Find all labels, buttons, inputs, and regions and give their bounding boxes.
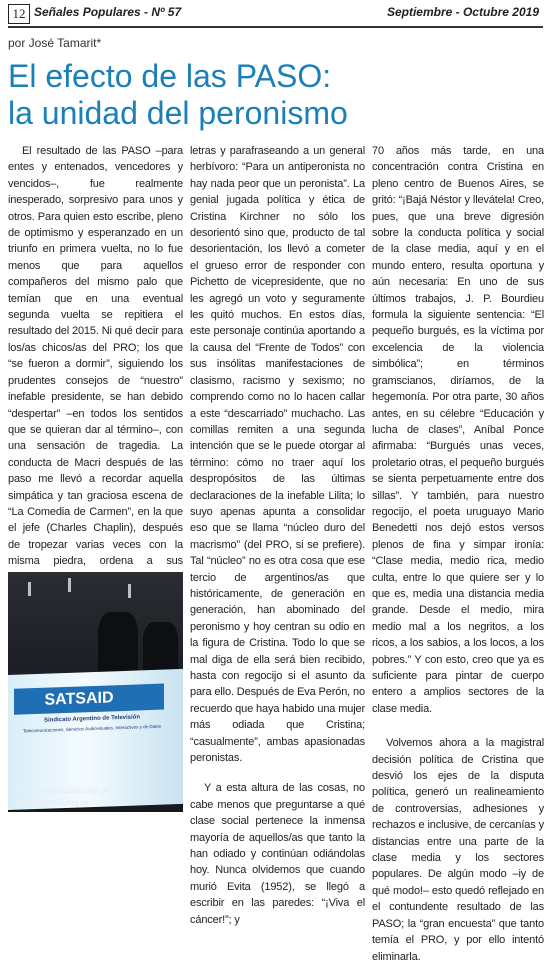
header-rule	[8, 26, 543, 28]
title-line-2: la unidad del peronismo	[8, 95, 348, 131]
issue-date: Septiembre - Octubre 2019	[386, 5, 539, 19]
page-number: 12	[8, 4, 30, 24]
title-line-1: El efecto de las PASO:	[8, 58, 332, 94]
paragraph: 70 años más tarde, en una concentración contra Cristina en pleno centro de Buenos Aires, se gritó: “¡Bajá Néstor y llevátela! Creo, pues, que una breve digresión sobre la conducta política y social de la clase media, aquí y en el mundo entero, resulta oportuna y aún necesaria: En uno de sus últimos trabajos, J. P. Bourdieu formula la siguiente sentencia: “El pequeño burgués, es la víctima por excelencia de la violencia simbólica”; en términos gramscianos, diríamos, de la hegemonía. Por otra parte, 30 años antes, en su célebre “Educación y lucha de clases”, Aníbal Ponce afirmaba: “Burgués unas veces, proletario otras, el pequeño burgués se sienta perpetuamente entre dos sillas”. Y también, para nuestro regocijo, el poeta uruguayo Mario Benedetti nos dejó estos versos plenos de fina y simpar ironía: “Clase media, medio rica, medio culta, entre lo que quiere ser y lo que es, media una distancia media grande. Desde el medio, mira medio mal a los negritos, a los ricos, a los sabios, a los locos, a los pobres.” Y con esto, creo que ya es suficiente para pintar de cuerpo entero a amplios sectores de la clase media.	[372, 145, 544, 715]
column-2	[190, 143, 365, 928]
satsaid-photo	[8, 572, 183, 812]
article-title	[8, 58, 368, 132]
paragraph: Volvemos ahora a la magistral decisión política de Cristina que desvió los ejes de la disputa política, generó un realineamiento de controversias, adhesiones y rechazos e inclusive, de cercanías y distancias entre una parte de la clase media y los sectores populares. De algún modo –iy de qué modo!– esto quedó reflejado en el contundente resultado de las PASO; la “gran encuesta” que tanto temía el PRO, y por ello intentó eliminarla.	[372, 737, 544, 963]
paragraph: Y a esta altura de las cosas, no cabe menos que preguntarse a qué clase social pertenece la inmensa mayoría de aquellos/as que tanto la han odiado y continúan odiándolas hoy. Nunca olvidemos que cuando murió Evita (1952), se llegó a escribir en las paredes: “¡Viva el cáncer!”; y	[190, 782, 365, 926]
publication-name: Señales Populares - Nº 57	[34, 5, 182, 19]
paragraph: El resultado de las PASO –para entes y entenados, vencedores y vencidos–, fue realmente inesperado, sorpresivo para unos y otros. Para quien esto escribe, pleno de optimismo y esperanzado en un triunfo en primera vuelta, no lo fue menos que para aquellos compañeros del mismo palo que temían que en una eventual segunda vuelta se repitiera el resultado del 2015. Ni qué decir para los/as chicos/as del PRO; los que “se fueron a dormir”, siguiendo los prudentes consejos de “nuestro” inefable presidente, se han debido “despertar” –en todos los sentidos que se quieran dar al término–, con una sensación de tragedia. La conducta de Macri después de las paso me llevó a recordar aquella simpática y tan graciosa escena de “La Comedia de Carmen”, en la que el jefe (Charles Chaplin), después de tropezar varias veces con la misma piedra, ordena a sus	[8, 145, 183, 568]
logo-subtitle-2: Telecomunicaciones, Servicios Audiovisuales, Interactivos y de Datos	[22, 723, 162, 734]
page-header	[0, 4, 551, 26]
blog-url: www.blogsatsaid.com.ar	[16, 786, 110, 795]
paragraph: letras y parafraseando a un general herbívoro: “Para un antiperonista no hay nada peor que un peronista”. La genial jugada política y ética de Cristina Kirchner no sólo los desorientó sino que, producto de tal desorientación, los llevó a cometer el grueso error de responder con Pichetto de vicepresidente, que no les agregó un voto y seguramente les quitó muchos. En estos días, este personaje continúa aportando a la causa del “Frente de Todos” con sus insólitas manifestaciones de clasismo, racismo y sexismo; no comprendo como no lo hacen callar a este “descarriado” muchacho. Las comillas remiten a una segunda intención que se le puede otorgar al término: cómo no traer aquí los despropósitos de las últimas declaraciones de la inefable Lilita; lo suyo apenas apunta a consolidar eso que se llama “núcleo duro del macrismo” (del PRO, si se prefiere). Tal “núcleo” no es otra cosa que ese tercio de argentinos/as que históricamente, de generación en generación, han abominado del peronismo y hoy centran su odio en la figura de Cristina. Todo lo que se mal diga de ella será bien recibido, hasta con regocijo si el asunto da para ello. Después de Eva Perón, no recuerdo que haya habido una mujer más odiada que Cristina; “casualmente”, ambas apasionadas peronistas.	[190, 145, 365, 765]
stage-light	[128, 584, 131, 598]
column-1	[8, 143, 183, 616]
column-3	[372, 143, 544, 965]
author-byline: por José Tamarit*	[8, 36, 102, 50]
satsaid-logo: SATSAID	[44, 689, 114, 709]
stage-light	[68, 578, 71, 592]
site-url: www.satsaid.org.ar	[16, 798, 90, 807]
stage-light	[28, 582, 31, 596]
logo-subtitle: Sindicato Argentino de Televisión	[43, 714, 140, 724]
